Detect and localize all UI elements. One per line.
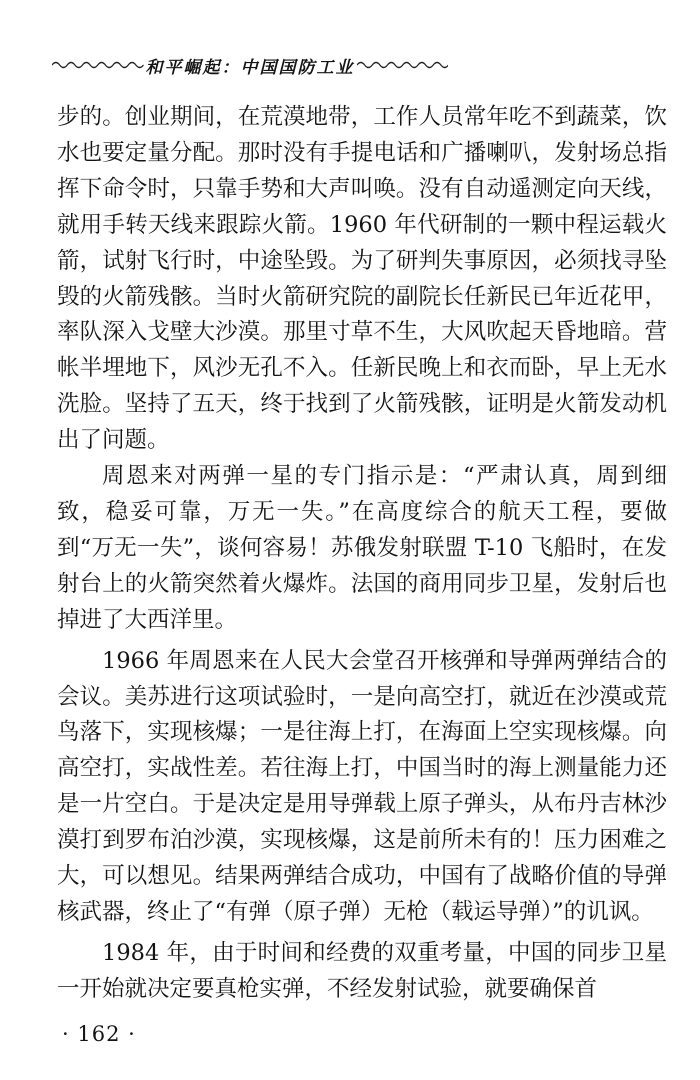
running-header	[52, 52, 448, 78]
body-text	[57, 100, 667, 1008]
paragraph-2: 周恩来对两弹一星的专门指示是：“严肃认真，周到细致，稳妥可靠，万无一失。”在高度综合的航天工程，要做到“万无一失”，谈何容易！苏俄发射联盟 T-10 飞船时，在发射台上的火箭突然着火爆炸。法国的商用同步卫星，发射后也掉进了大西洋里。	[57, 463, 667, 633]
paragraph-3: 1966 年周恩来在人民大会堂召开核弹和导弹两弹结合的会议。美苏进行这项试验时，一是向高空打，就近在沙漠或荒鸟落下，实现核爆；一是往海上打，在海面上空实现核爆。向高空打，实战性差。若往海上打，中国当时的海上测量能力还是一片空白。于是决定是用导弹载上原子弹头，从布丹吉林沙漠打到罗布泊沙漠，实现核爆，这是前所未有的！压力困难之大，可以想见。结果两弹结合成功，中国有了战略价值的导弹核武器，终止了“有弹（原子弹）无枪（载运导弹）”的讥讽。	[57, 647, 667, 925]
paragraph-1: 步的。创业期间，在荒漠地带，工作人员常年吃不到蔬菜，饮水也要定量分配。那时没有手提电话和广播喇叭，发射场总指挥下命令时，只靠手势和大声叫唤。没有自动遥测定向天线，就用手转天线来跟踪火箭。1960 年代研制的一颗中程运载火箭，试射飞行时，中途坠毁。为了研判失事原因，必须找寻坠毁的火箭残骸。当时火箭研究院的副院长任新民已年近花甲，率队深入戈壁大沙漠。那里寸草不生，大风吹起天昏地暗。营帐半埋地下，风沙无孔不入。任新民晚上和衣而卧，早上无水洗脸。坚持了五天，终于找到了火箭残骸，证明是火箭发动机出了问题。	[57, 104, 667, 454]
wave-ornament-right	[357, 60, 449, 70]
wave-ornament-left	[52, 60, 144, 70]
paragraph-4: 1984 年，由于时间和经费的双重考量，中国的同步卫星一开始就决定要真枪实弹，不经发射试验，就要确保首	[57, 939, 667, 1002]
header-title: 和平崛起：中国国防工业	[145, 57, 355, 78]
page-number: · 162 ·	[62, 1022, 136, 1046]
